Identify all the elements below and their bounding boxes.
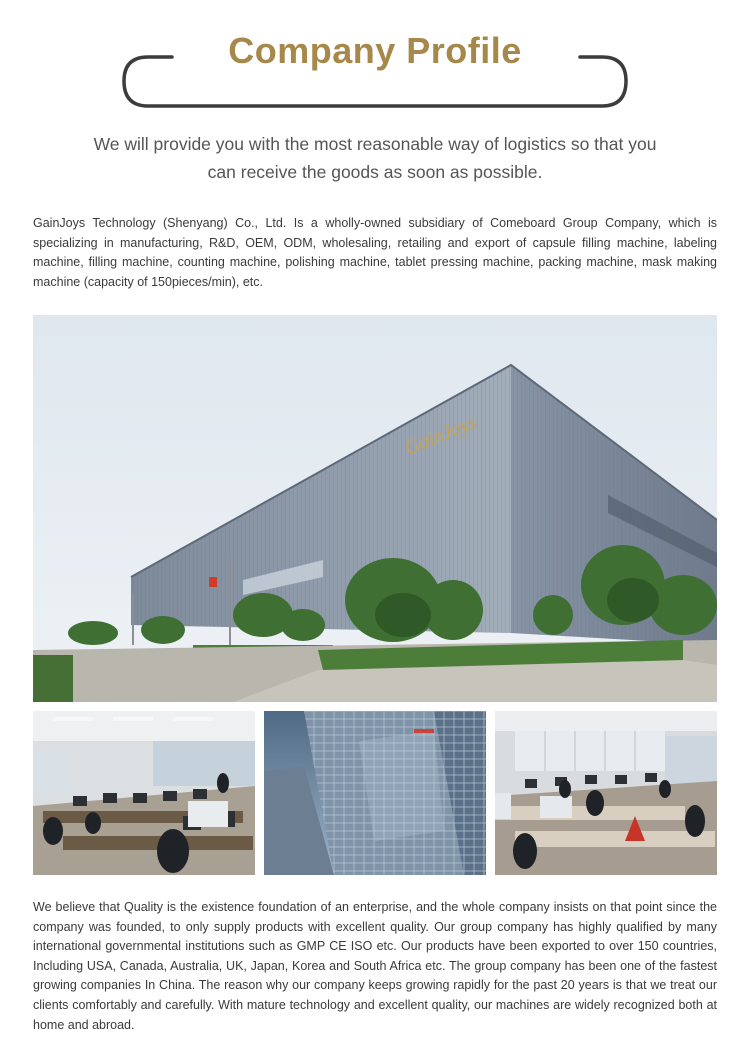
factory-sign-text: GainJoys: [401, 410, 480, 460]
office-interior-photo-1: [33, 711, 255, 875]
company-quality-paragraph: We believe that Quality is the existence foundation of an enterprise, and the whole company insists on that point since the company was founded, to only supply products with excellent quality. Our group company has highly qualified by many international governmental institutions such as GMP CE ISO etc. Our products have been exported to over 150 countries, Including USA, Canada, Australia, UK, Japan, Korea and South Africa etc. The group company has been one of the fastest growing companies In China. The reason why our company keeps growing rapidly for the past 20 years is that we treat our clients comfortably and carefully. With mature technology and excellent quality, our machines are widely recognized both at home and abroad.: [33, 900, 717, 1032]
company-intro-paragraph: GainJoys Technology (Shenyang) Co., Ltd. Is a wholly-owned subsidiary of Comeboard Group Company, which is specializing in manufacturing, R&D, OEM, ODM, wholesaling, retailing and export of capsule filling machine, labeling machine, filling machine, counting machine, polishing machine, tablet pressing machine, packing machine, mask making machine (capacity of 150pieces/min), etc.: [33, 216, 717, 289]
subtitle: [60, 130, 690, 186]
subtitle-line-1: We will provide you with the most reasonable way of logistics so that you: [93, 134, 657, 154]
subtitle-line-2: can receive the goods as soon as possible.: [207, 162, 543, 182]
factory-building-photo: [33, 315, 717, 702]
office-interior-photo-2: [495, 711, 717, 875]
page-title: Company Profile: [228, 30, 522, 71]
office-tower-photo: [264, 711, 486, 875]
